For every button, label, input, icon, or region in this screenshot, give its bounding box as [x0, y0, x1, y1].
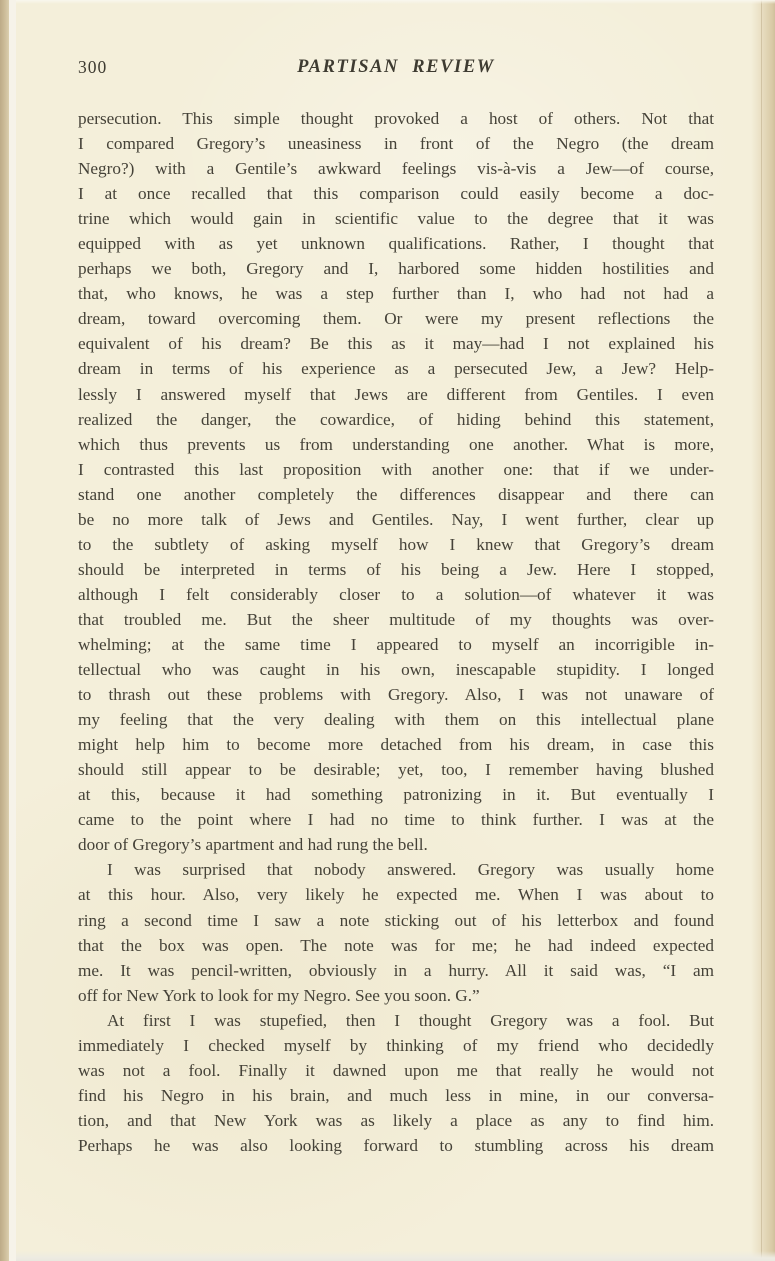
page-bottom-edge: [16, 1251, 775, 1261]
page-right-edge-line: [761, 0, 762, 1261]
text-line: that the box was open. The note was for me; he had indeed expected: [78, 935, 714, 955]
paragraph: [78, 106, 714, 857]
running-head-title: PARTISAN REVIEW: [297, 57, 495, 77]
text-line: although I felt considerably closer to a solution—of whatever it was: [78, 584, 714, 604]
text-line: equivalent of his dream? Be this as it may—had I not explained his: [78, 334, 714, 354]
text-line: persecution. This simple thought provoked a host of others. Not that: [78, 109, 714, 128]
text-line: to the subtlety of asking myself how I knew that Gregory’s dream: [78, 534, 714, 554]
text-line: immediately I checked myself by thinking of my friend who decidedly: [78, 1035, 714, 1055]
text-line: should be interpreted in terms of his being a Jew. Here I stopped,: [78, 559, 714, 579]
text-line: dream in terms of his experience as a persecuted Jew, a Jew? Help-: [78, 359, 714, 379]
page-left-edge-highlight: [9, 0, 16, 1261]
text-line: tion, and that New York was as likely a place as any to find him.: [78, 1110, 714, 1130]
text-line: tellectual who was caught in his own, inescapable stupidity. I longed: [78, 660, 714, 680]
text-line: find his Negro in his brain, and much less in mine, in our conversa-: [78, 1085, 714, 1105]
text-line: my feeling that the very dealing with them on this intellectual plane: [78, 710, 714, 730]
text-line: that, who knows, he was a step further than I, who had not had a: [78, 284, 714, 304]
text-line: Negro?) with a Gentile’s awkward feelings vis-à-vis a Jew—of course,: [78, 159, 714, 179]
paragraph: [78, 1008, 714, 1158]
text-line: off for New York to look for my Negro. See you soon. G.”: [78, 985, 480, 1005]
text-line: I was surprised that nobody answered. Gregory was usually home: [107, 860, 714, 880]
text-line: I compared Gregory’s uneasiness in front of the Negro (the dream: [78, 134, 714, 154]
page-top-edge: [16, 0, 775, 4]
text-line: at this hour. Also, very likely he expected me. When I was about to: [78, 885, 714, 905]
text-line: equipped with as yet unknown qualifications. Rather, I thought that: [78, 234, 714, 254]
page-body: [78, 106, 714, 1158]
text-line: should still appear to be desirable; yet, too, I remember having blushed: [78, 760, 714, 780]
text-line: be no more talk of Jews and Gentiles. Nay, I went further, clear up: [78, 509, 714, 529]
text-line: was not a fool. Finally it dawned upon me that really he would not: [78, 1060, 714, 1080]
text-line: door of Gregory’s apartment and had rung the bell.: [78, 835, 428, 855]
text-line: at this, because it had something patronizing in it. But eventually I: [78, 785, 714, 805]
text-line: might help him to become more detached from his dream, in case this: [78, 735, 714, 755]
text-line: me. It was pencil-written, obviously in a hurry. All it said was, “I am: [78, 960, 714, 980]
text-line: Perhaps he was also looking forward to stumbling across his dream: [78, 1135, 714, 1155]
text-line: which thus prevents us from understanding one another. What is more,: [78, 434, 714, 454]
text-line: perhaps we both, Gregory and I, harbored some hidden hostilities and: [78, 259, 714, 279]
text-line: trine which would gain in scientific value to the degree that it was: [78, 209, 714, 229]
page-right-edge: [751, 0, 775, 1261]
text-line: I contrasted this last proposition with another one: that if we under-: [78, 459, 714, 479]
text-line: realized the danger, the cowardice, of hiding behind this statement,: [78, 409, 714, 429]
running-head: [78, 57, 714, 81]
text-line: At first I was stupefied, then I thought Gregory was a fool. But: [107, 1010, 714, 1030]
text-line: stand one another completely the differences disappear and there can: [78, 484, 714, 504]
page-left-edge: [0, 0, 9, 1261]
text-line: to thrash out these problems with Gregory. Also, I was not unaware of: [78, 685, 714, 705]
text-line: lessly I answered myself that Jews are different from Gentiles. I even: [78, 384, 714, 404]
text-line: I at once recalled that this comparison could easily become a doc-: [78, 184, 714, 204]
text-line: ring a second time I saw a note sticking out of his letterbox and found: [78, 910, 714, 930]
paragraph: [78, 857, 714, 1007]
text-line: that troubled me. But the sheer multitude of my thoughts was over-: [78, 609, 714, 629]
text-line: came to the point where I had no time to think further. I was at the: [78, 810, 714, 830]
text-line: whelming; at the same time I appeared to myself an incorrigible in-: [78, 634, 714, 654]
text-line: dream, toward overcoming them. Or were my present reflections the: [78, 309, 714, 329]
page-number: 300: [78, 57, 108, 77]
